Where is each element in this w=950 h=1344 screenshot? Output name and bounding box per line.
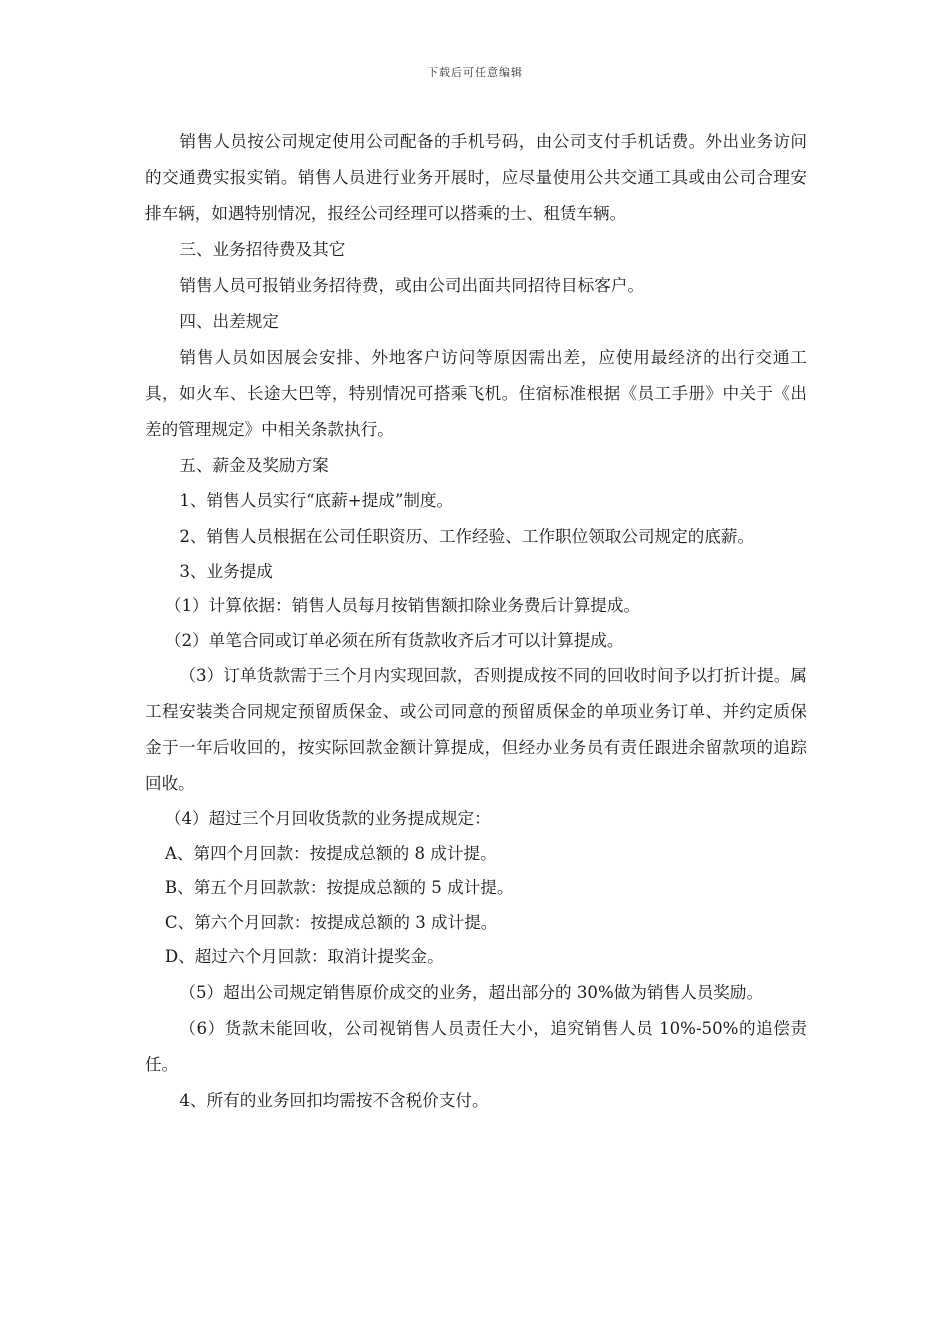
document-body bbox=[145, 124, 807, 1119]
section-heading-entertainment: 三、业务招待费及其它 bbox=[179, 240, 346, 259]
paragraph-overdue-rules: （4）超过三个月回收货款的业务提成规定： bbox=[164, 809, 491, 828]
list-item-month-six: C、第六个月回款：按提成总额的 3 成计提。 bbox=[164, 912, 498, 932]
paragraph-business-trip: 销售人员如因展会安排、外地客户访问等原因需出差，应使用最经济的出行交通工具，如火车、长途大巴等，特别情况可搭乘飞机。住宿标准根据《员工手册》中关于《出差的管理规定》中相关条款执行。 bbox=[145, 348, 807, 439]
paragraph-commission-payment: （2）单笔合同或订单必须在所有货款收齐后才可以计算提成。 bbox=[164, 630, 624, 650]
page-header-watermark: 下载后可任意编辑 bbox=[427, 66, 523, 79]
list-item-month-four: A、第四个月回款：按提成总额的 8 成计提。 bbox=[164, 843, 497, 863]
paragraph-premium-bonus: （5）超出公司规定销售原价成交的业务，超出部分的 30%做为销售人员奖励。 bbox=[179, 982, 764, 1002]
paragraph-rebate-tax: 4、所有的业务回扣均需按不含税价支付。 bbox=[179, 1090, 489, 1110]
section-heading-salary: 五、薪金及奖励方案 bbox=[179, 456, 329, 475]
paragraph-uncollected-liability: （6）货款未能回收，公司视销售人员责任大小，追究销售人员 10%-50%的追偿责任。 bbox=[145, 1018, 807, 1074]
paragraph-entertainment: 销售人员可报销业务招待费，或由公司出面共同招待目标客户。 bbox=[179, 276, 644, 295]
paragraph-commission-basis: （1）计算依据：销售人员每月按销售额扣除业务费后计算提成。 bbox=[164, 596, 641, 615]
list-item-month-five: B、第五个月回款款：按提成总额的 5 成计提。 bbox=[164, 878, 514, 897]
section-heading-business-trip: 四、出差规定 bbox=[179, 312, 279, 331]
paragraph-phone-transport: 销售人员按公司规定使用公司配备的手机号码，由公司支付手机话费。外出业务访问的交通费实报实销。销售人员进行业务开展时，应尽量使用公共交通工具或由公司合理安排车辆，如遇特别情况，报经公司经理可以搭乘的士、租赁车辆。 bbox=[145, 132, 807, 223]
list-item-over-six-months: D、超过六个月回款：取消计提奖金。 bbox=[164, 947, 444, 966]
paragraph-commission-title: 3、业务提成 bbox=[179, 561, 273, 581]
paragraph-salary-system: 1、销售人员实行“底薪+提成”制度。 bbox=[179, 491, 454, 510]
paragraph-base-salary: 2、销售人员根据在公司任职资历、工作经验、工作职位领取公司规定的底薪。 bbox=[179, 526, 755, 546]
paragraph-commission-collection: （3）订单货款需于三个月内实现回款，否则提成按不同的回收时间予以打折计提。属工程安装类合同规定预留质保金、或公司同意的预留质保金的单项业务订单、并约定质保金于一年后收回的，按实际回款金额计算提成，但经办业务员有责任跟进余留款项的追踪回收。 bbox=[145, 666, 807, 793]
